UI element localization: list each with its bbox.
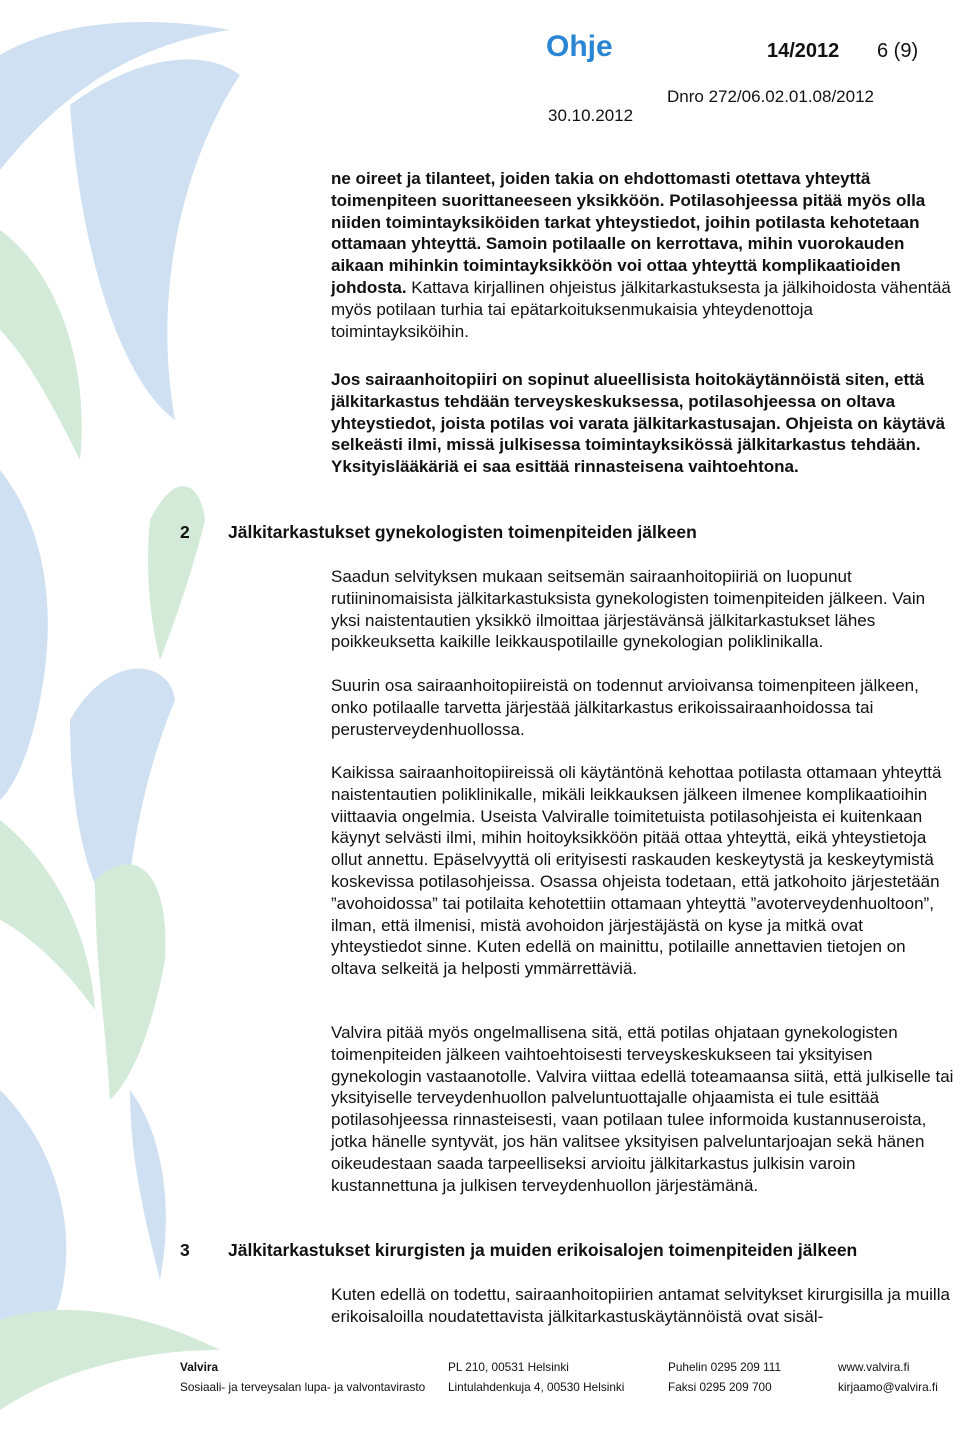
footer-organization bbox=[180, 1357, 425, 1397]
footer-fax: Faksi 0295 209 700 bbox=[668, 1380, 772, 1394]
section-2-paragraph-1: Saadun selvityksen mukaan seitsemän sairaanhoitopiiriä on luopunut rutiininomaisista jälkitarkastuksista gynekologisten toimenpiteiden jälkeen. Vain yksi naistentautien yksikkö ilmoittaa järjestävänsä jälkitarkastukset lähes poikkeuksetta kaikille leikkauspotilaille gynekologian poliklinikalla. bbox=[331, 567, 926, 652]
bold-paragraph: Jos sairaanhoitopiiri on sopinut alueellisista hoitokäytännöistä siten, että jälkitarkastus tehdään terveyskeskuksessa, potilasohjeessa on oltava yhteystiedot, joista potilas voi varata jälkitarkastusajan. Ohjeista on käytävä selkeästi ilmi, missä julkisessa toimintayksikössä jälkitarkastus tehdään. Yksityislääkäriä ei saa esittää rinnasteisena vaihtoehtona. bbox=[331, 370, 946, 477]
section-2-paragraph-3: Kaikissa sairaanhoitopiireissä oli käytäntönä kehottaa potilasta ottamaan yhteyttä naistentautien poliklinikalle, mikäli leikkauksen jälkeen ilmenee komplikaatioihin viittaavia ongelmia. Useista Valviralle toimitetuista potilasohjeista ei kuitenkaan käynyt selvästi ilmi, mihin hoitoyksikköön pitää ottaa yhteyttä, eikä yhteystietoja ollut annettu. Epäselvyyttä oli erityisesti raskauden keskeytystä ja keskeytymistä koskevissa potilasohjeissa. Osassa ohjeista todetaan, että jatkohoito järjestetään ”avohoidossa” tai potilaita kehotettiin ottamaan yhteyttä ”avoterveydenhuoltoon”, ilman, että ilmenisi, mistä avohoidon järjestäjästä on kyse ja mitkä ovat yhteystiedot sinne. Kuten edellä on mainittu, potilaille annettavien tietojen on oltava selkeitä ja helposti ymmärrettäviä. bbox=[331, 763, 942, 979]
footer-address bbox=[448, 1357, 624, 1397]
section-3-number: 3 bbox=[180, 1240, 190, 1260]
page-number: 6 (9) bbox=[877, 40, 919, 62]
document-date: 30.10.2012 bbox=[548, 106, 634, 125]
document-number: 14/2012 bbox=[767, 40, 840, 62]
footer-org-name: Valvira bbox=[180, 1360, 219, 1374]
section-2-paragraph-2: Suurin osa sairaanhoitopiireistä on todennut arvioivansa toimenpiteen jälkeen, onko potilaalle tarvetta järjestää jälkitarkastus erikoissairaanhoidossa tai perusterveydenhuollossa. bbox=[331, 676, 919, 739]
footer-postal-address: PL 210, 00531 Helsinki bbox=[448, 1360, 569, 1374]
footer-phones bbox=[668, 1357, 781, 1397]
footer-org-full-name: Sosiaali- ja terveysalan lupa- ja valvontavirasto bbox=[180, 1380, 426, 1394]
diary-number: Dnro 272/06.02.01.08/2012 bbox=[667, 87, 875, 106]
continued-regular-text: Kattava kirjallinen ohjeistus jälkitarkastuksesta ja jälkihoidosta vähentää myös potilaan turhia tai epätarkoituksenmukaisia yhteydenottoja toimintayksiköihin. bbox=[331, 277, 951, 341]
footer-web bbox=[838, 1357, 938, 1397]
section-2-title: Jälkitarkastukset gynekologisten toimenpiteiden jälkeen bbox=[228, 522, 697, 542]
section-2-number: 2 bbox=[180, 522, 190, 542]
section-2-heading bbox=[180, 522, 697, 543]
continued-bold-text: ne oireet ja tilanteet, joiden takia on ehdottomasti otettava yhteyttä toimenpiteen suorittaneeseen yksikköön. Potilasohjeessa pitää myös olla niiden toimintayksiköiden tarkat yhteystiedot, joihin potilasta kehotetaan ottamaan yhteyttä. Samoin potilaalle on kerrottava, mihin vuorokauden aikaan mihinkin toimintayksikköön voi ottaa yhteyttä komplikaatioiden johdosta. bbox=[331, 169, 926, 297]
footer-email-link[interactable]: kirjaamo@valvira.fi bbox=[838, 1380, 938, 1394]
continued-paragraph bbox=[331, 168, 955, 342]
document-type-title: Ohje bbox=[546, 30, 613, 63]
footer-street-address: Lintulahdenkuja 4, 00530 Helsinki bbox=[448, 1380, 625, 1394]
footer-phone: Puhelin 0295 209 111 bbox=[668, 1360, 782, 1374]
section-3-title: Jälkitarkastukset kirurgisten ja muiden erikoisalojen toimenpiteiden jälkeen bbox=[228, 1240, 858, 1260]
section-3-heading bbox=[180, 1240, 857, 1261]
footer-website-link[interactable]: www.valvira.fi bbox=[838, 1360, 910, 1374]
section-3-paragraph-1: Kuten edellä on todettu, sairaanhoitopiirien antamat selvitykset kirurgisilla ja muilla erikoisaloilla noudatettavista jälkitarkastuskäytännöistä ovat sisäl- bbox=[331, 1285, 950, 1326]
section-2-paragraph-4: Valvira pitää myös ongelmallisena sitä, että potilas ohjataan gynekologisten toimenpiteiden jälkeen vaihtoehtoisesti terveyskeskukseen tai yksityisen gynekologin vastaanotolle. Valvira viittaa edellä toteamaansa siitä, että julkiselle tai yksityiselle terveydenhuollon palveluntuottajalle ohjaamista ei tule esittää potilasohjeessa rinnasteisesti, vaan potilaan tulee informoida kustannuseroista, jotka hänelle syntyvät, jos hän valitsee yksityisen palveluntarjoajan sekä hänen oikeudestaan saada tarpeelliseksi arvioitu jälkitarkastus julkisin varoin kustannettuna ja julkisen terveydenhuollon järjestämänä. bbox=[331, 1023, 954, 1195]
